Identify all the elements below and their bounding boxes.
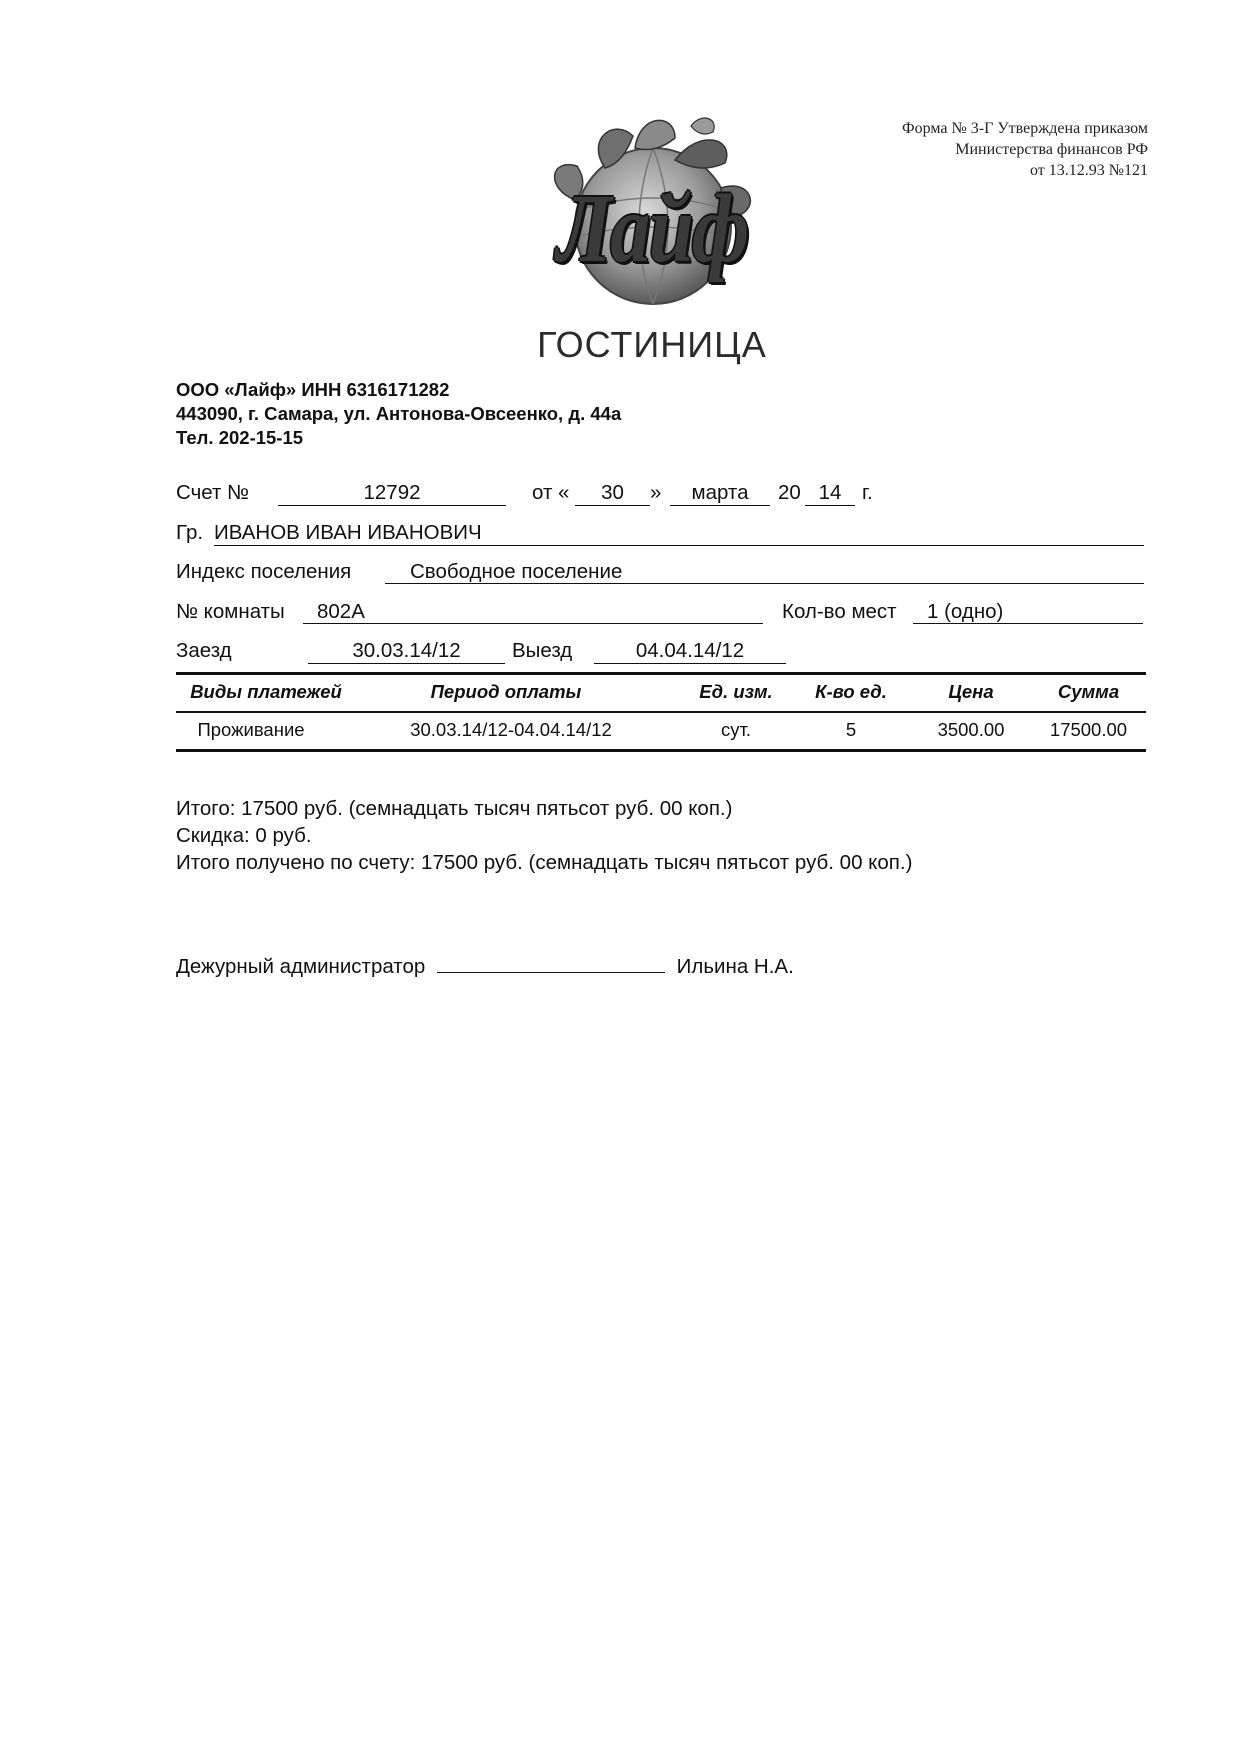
payments-table	[176, 672, 1146, 752]
totals-block	[176, 795, 912, 876]
table-bottom-rule	[176, 749, 1146, 752]
company-name-inn: ООО «Лайф» ИНН 6316171282	[176, 379, 450, 400]
logo-subtitle: ГОСТИНИЦА	[537, 324, 767, 365]
guest-label: Гр.	[176, 521, 204, 544]
table-header-rule	[176, 711, 1146, 713]
cell-quantity: 5	[845, 719, 857, 740]
stay-index-row	[0, 559, 1240, 589]
received-line: Итого получено по счету: 17500 руб. (семнадцать тысяч пятьсот руб. 00 коп.)	[176, 851, 913, 874]
cell-payment-period: 30.03.14/12-04.04.14/12	[410, 719, 612, 740]
form-approval-note	[902, 118, 1148, 181]
header-quantity: К-во ед.	[815, 681, 887, 702]
form-note-line-3: от 13.12.93 №121	[1029, 162, 1148, 179]
signature-name: Ильина Н.А.	[676, 955, 794, 978]
cell-price: 3500.00	[937, 719, 1005, 740]
signature-line	[437, 952, 665, 973]
guest-row	[0, 520, 1240, 550]
form-note-line-2: Министерства финансов РФ	[955, 141, 1148, 158]
header-price: Цена	[948, 681, 994, 702]
form-note-line-1: Форма № 3-Г Утверждена приказом	[901, 120, 1148, 137]
checkin-field: 30.03.14/12	[308, 638, 505, 664]
total-line: Итого: 17500 руб. (семнадцать тысяч пятьсот руб. 00 коп.)	[176, 797, 733, 820]
room-row	[0, 599, 1240, 629]
cell-sum: 17500.00	[1049, 719, 1128, 740]
company-phone: Тел. 202-15-15	[176, 427, 304, 448]
room-label: № комнаты	[176, 600, 285, 623]
invoice-number-row	[0, 480, 1240, 510]
company-details	[176, 378, 621, 450]
table-top-rule	[176, 672, 1146, 675]
header-sum: Сумма	[1057, 681, 1120, 702]
places-label: Кол-во мест	[782, 600, 897, 623]
invoice-from-label: от «	[532, 481, 570, 504]
company-address: 443090, г. Самара, ул. Антонова-Овсеенко, д. 44а	[176, 403, 622, 424]
guest-name-field: ИВАНОВ ИВАН ИВАНОВИЧ	[214, 520, 1144, 546]
invoice-month-field: марта	[670, 480, 770, 506]
header-payment-type: Виды платежей	[190, 681, 342, 702]
stay-index-field: Свободное поселение	[385, 559, 1144, 584]
room-number-field: 802А	[303, 599, 763, 624]
signature-label: Дежурный администратор	[176, 955, 426, 978]
cell-unit: сут.	[720, 719, 752, 740]
invoice-year-prefix: 20	[778, 481, 801, 504]
invoice-number-label: Счет №	[176, 481, 250, 504]
header-unit: Ед. изм.	[699, 681, 773, 702]
invoice-day-field: 30	[575, 480, 650, 506]
header-payment-period: Период оплаты	[430, 681, 582, 702]
invoice-number-field: 12792	[278, 480, 506, 506]
cell-payment-type: Проживание	[197, 719, 305, 740]
invoice-year-unit: г.	[862, 481, 873, 504]
checkin-label: Заезд	[176, 639, 232, 662]
invoice-quote-close: »	[650, 481, 662, 504]
hotel-logo	[515, 108, 785, 363]
invoice-year-field: 14	[805, 480, 855, 506]
discount-line: Скидка: 0 руб.	[176, 824, 312, 847]
signature-row	[176, 952, 794, 980]
dates-row	[0, 638, 1240, 668]
checkout-field: 04.04.14/12	[594, 638, 786, 664]
checkout-label: Выезд	[512, 639, 573, 662]
places-field: 1 (одно)	[913, 599, 1143, 624]
logo-wordmark: Лайф	[556, 175, 748, 283]
stay-index-label: Индекс поселения	[176, 560, 352, 583]
